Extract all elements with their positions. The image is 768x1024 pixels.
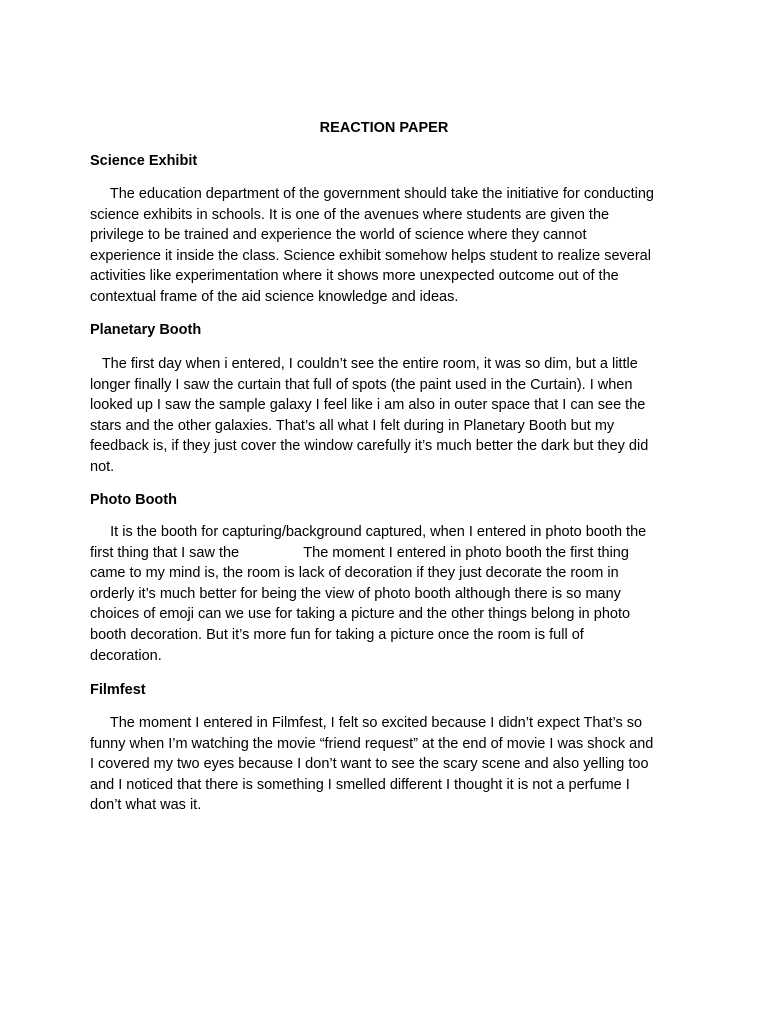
section-heading-science-exhibit: Science Exhibit: [90, 153, 198, 169]
paragraph-line: not.: [90, 458, 115, 475]
paragraph-line: contextual frame of the aid science knowledge and ideas.: [90, 288, 459, 305]
paragraph-line: choices of emoji can we use for taking a picture and the other things belong in photo: [90, 606, 631, 623]
section-paragraph-photo-booth: [90, 522, 690, 666]
paragraph-line: booth decoration. But it’s more fun for taking a picture once the room is full of: [90, 626, 584, 643]
paragraph-line: science exhibits in schools. It is one of the avenues where students are given the: [90, 206, 610, 223]
section-paragraph-science-exhibit: [90, 184, 690, 308]
paragraph-line: decoration.: [90, 647, 162, 664]
section-heading-photo-booth: Photo Booth: [90, 492, 177, 508]
paragraph-line: The first day when i entered, I couldn’t see the entire room, it was so dim, but a little: [90, 356, 638, 372]
paragraph-line: and I noticed that there is something I smelled different I thought it is not a perfume I: [90, 776, 630, 793]
paragraph-line: funny when I’m watching the movie “friend request” at the end of movie I was shock and: [90, 735, 654, 752]
paragraph-line: longer finally I saw the curtain that full of spots (the paint used in the Curtain). I when: [90, 376, 633, 393]
paragraph-line: came to my mind is, the room is lack of decoration if they just decorate the room in: [90, 565, 619, 582]
section-paragraph-filmfest: [90, 713, 690, 816]
paragraph-line: I covered my two eyes because I don’t want to see the scary scene and also yelling too: [90, 756, 649, 773]
page-title: REACTION PAPER: [319, 120, 449, 136]
paragraph-line: don’t what was it.: [90, 797, 202, 814]
section-paragraph-planetary-booth: [90, 354, 690, 478]
section-heading-planetary-booth: Planetary Booth: [90, 322, 202, 338]
paragraph-line: stars and the other galaxies. That’s all what I felt during in Planetary Booth but my: [90, 417, 615, 434]
paragraph-line: privilege to be trained and experience the world of science where they cannot: [90, 227, 587, 244]
section-heading-filmfest: Filmfest: [90, 682, 146, 698]
paragraph-line: first thing that I saw the The moment I entered in photo booth the first thing: [90, 544, 629, 561]
paragraph-line: The moment I entered in Filmfest, I felt so excited because I didn’t expect That’s so: [90, 715, 643, 731]
paragraph-line: looked up I saw the sample galaxy I feel like i am also in outer space that I can see the: [90, 397, 646, 414]
paragraph-line: orderly it’s much better for being the view of photo booth although there is so many: [90, 585, 621, 602]
paragraph-line: feedback is, if they just cover the window carefully it’s much better the dark but they did: [90, 438, 649, 455]
paragraph-line: It is the booth for capturing/background captured, when I entered in photo booth the: [90, 524, 647, 540]
paragraph-line: The education department of the government should take the initiative for conducting: [90, 186, 654, 202]
paragraph-line: experience it inside the class. Science exhibit somehow helps student to realize several: [90, 247, 651, 264]
paragraph-line: activities like experimentation where it shows more unexpected outcome out of the: [90, 268, 619, 285]
